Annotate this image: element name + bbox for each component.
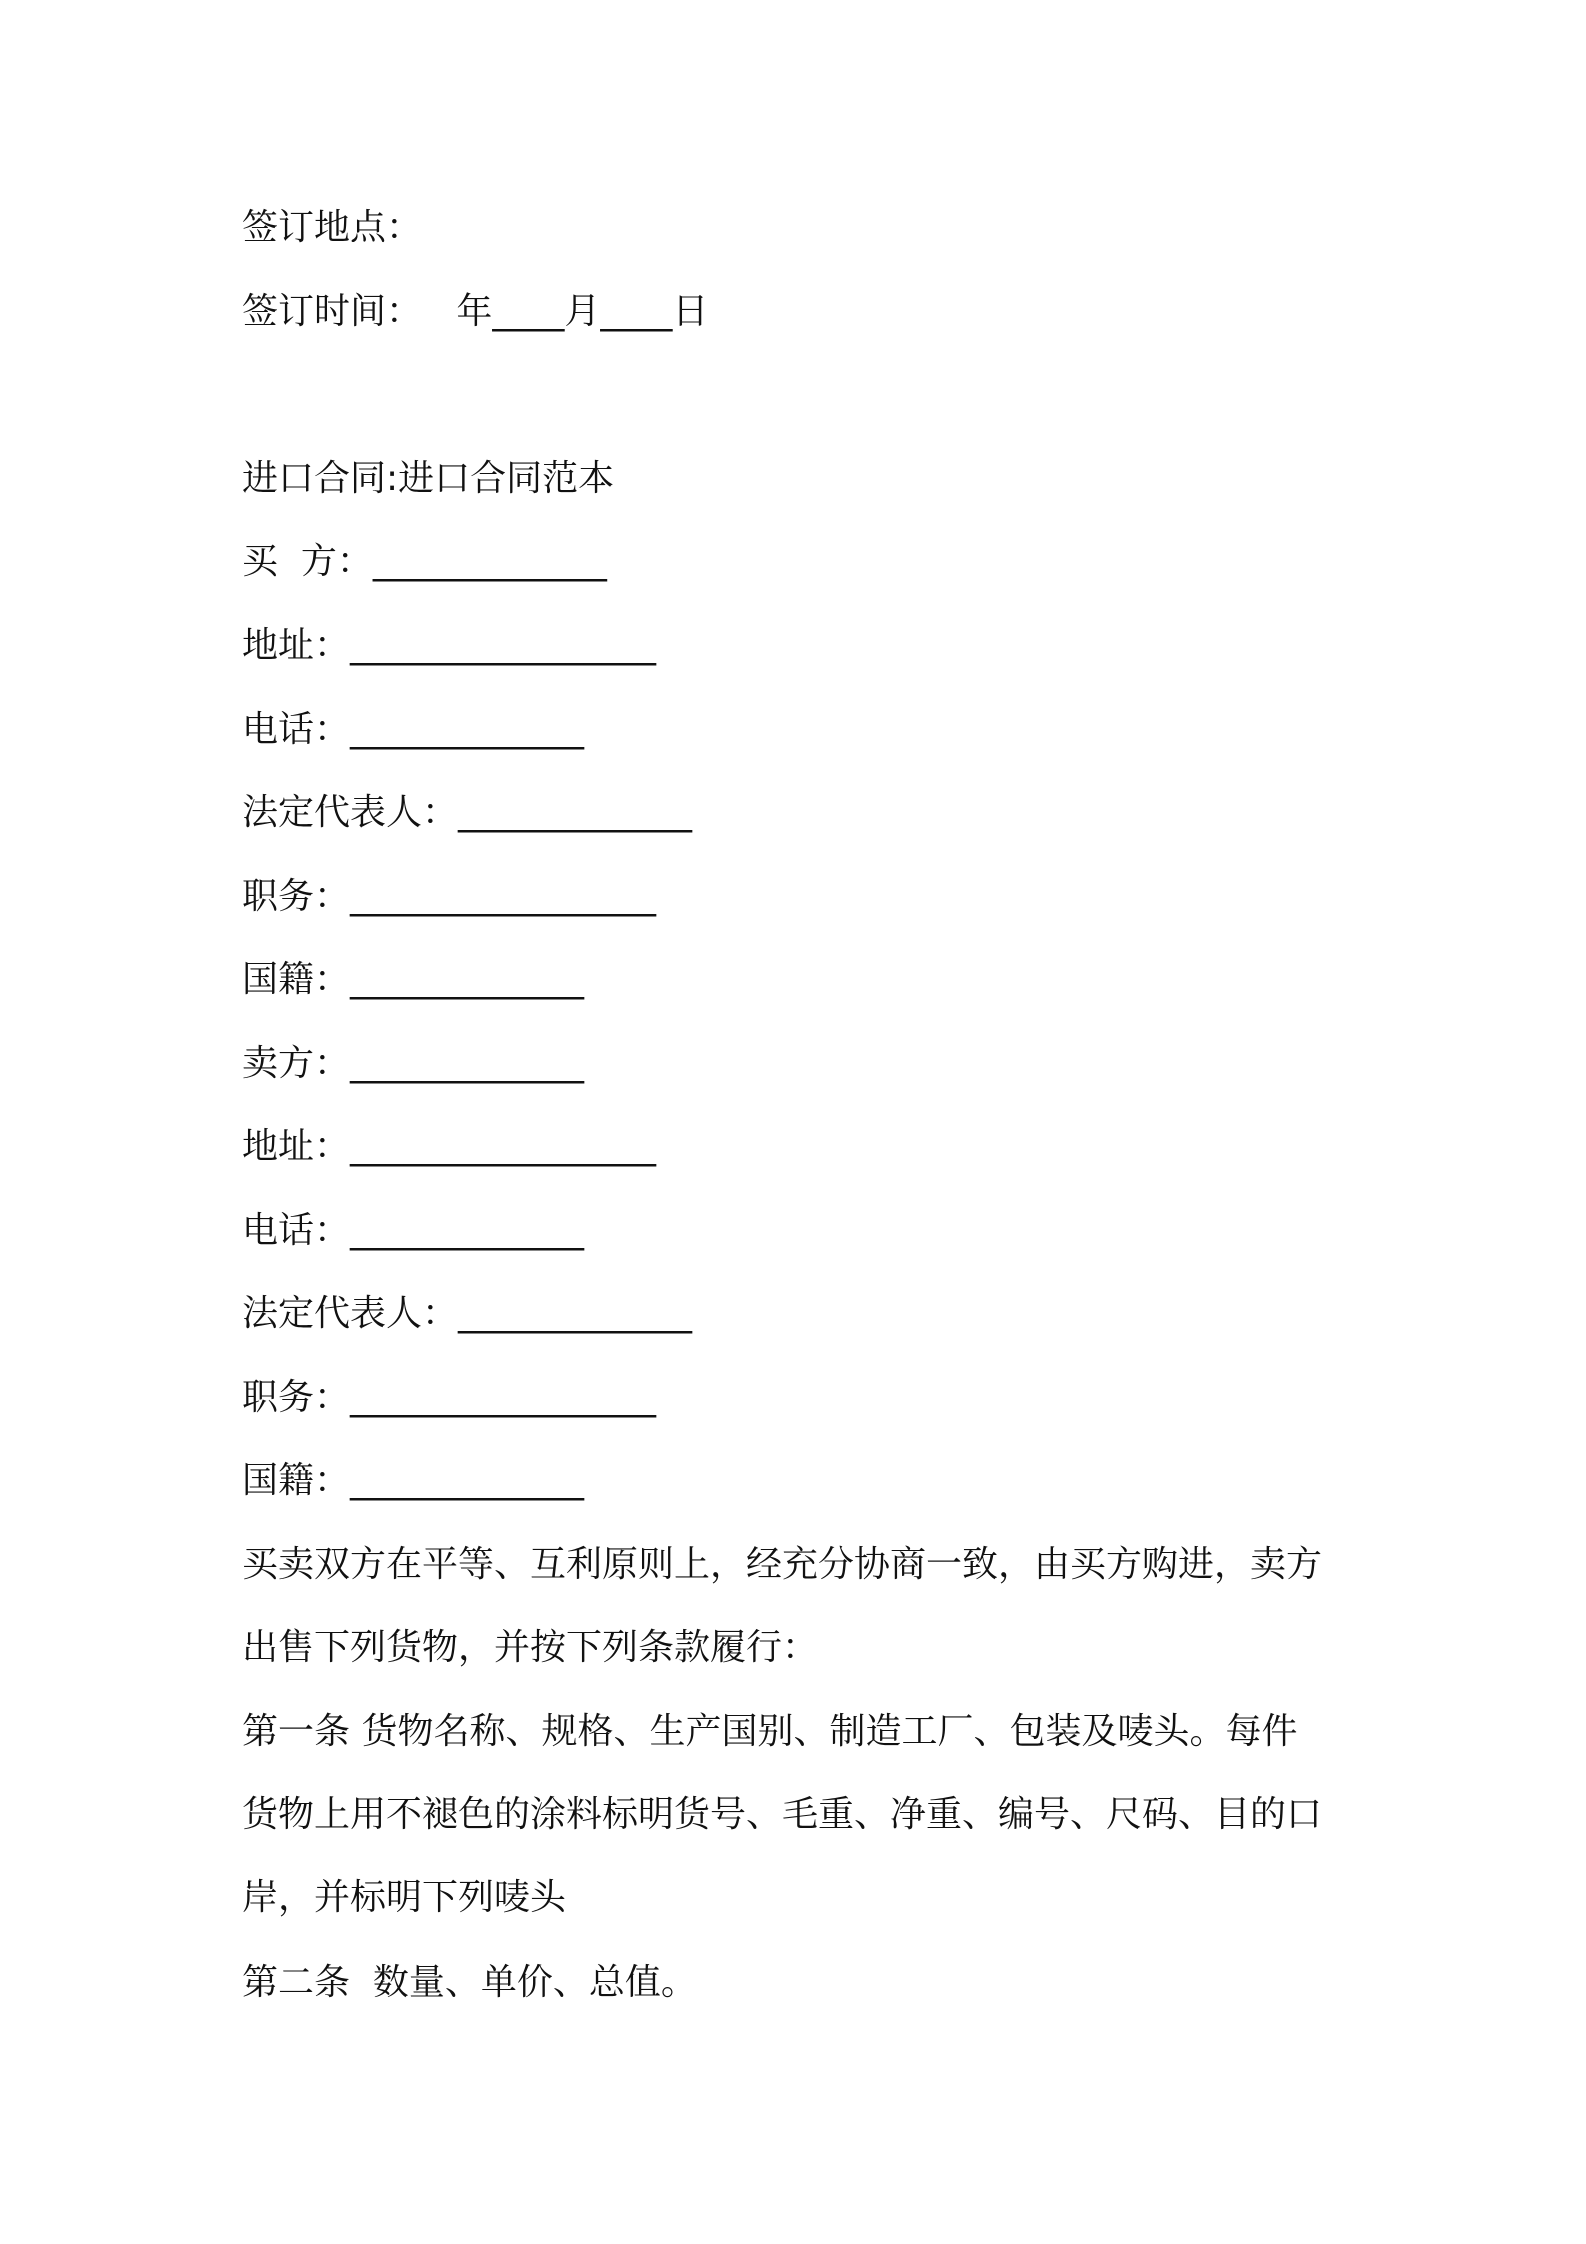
- buyer-phone: 电话：_____________: [242, 709, 585, 750]
- article-1-line: 岸，并标明下列唛头: [242, 1877, 567, 1918]
- buyer-name: 买 方：_____________: [242, 541, 607, 582]
- seller-address: 地址：_________________: [242, 1126, 657, 1167]
- contract-title: 进口合同:进口合同范本: [242, 458, 615, 499]
- buyer-address: 地址：_________________: [242, 625, 657, 666]
- article-1-paragraph: [242, 1710, 1354, 1959]
- signing-time: 签订时间： 年____月____日: [242, 291, 709, 332]
- seller-position: 职务：_________________: [242, 1377, 657, 1418]
- article-2-heading: 第二条 数量、单价、总值。: [242, 1962, 697, 2003]
- seller-name: 卖方：_____________: [242, 1043, 585, 1084]
- buyer-legal-rep: 法定代表人：_____________: [242, 792, 693, 833]
- preamble-paragraph: [242, 1543, 1354, 1709]
- signing-place: 签订地点：: [242, 207, 423, 248]
- preamble-line: 出售下列货物，并按下列条款履行：: [242, 1627, 819, 1668]
- buyer-position: 职务：_________________: [242, 876, 657, 917]
- article-1-line: 第一条 货物名称、规格、生产国别、制造工厂、包装及唛头。每件: [242, 1711, 1298, 1752]
- article-1-line: 货物上用不褪色的涂料标明货号、毛重、净重、编号、尺码、目的口: [242, 1794, 1323, 1835]
- buyer-nationality: 国籍：_____________: [242, 959, 585, 1000]
- preamble-line: 买卖双方在平等、互利原则上，经充分协商一致，由买方购进，卖方: [242, 1544, 1323, 1585]
- seller-phone: 电话：_____________: [242, 1210, 585, 1251]
- seller-legal-rep: 法定代表人：_____________: [242, 1293, 693, 1334]
- seller-nationality: 国籍：_____________: [242, 1460, 585, 1501]
